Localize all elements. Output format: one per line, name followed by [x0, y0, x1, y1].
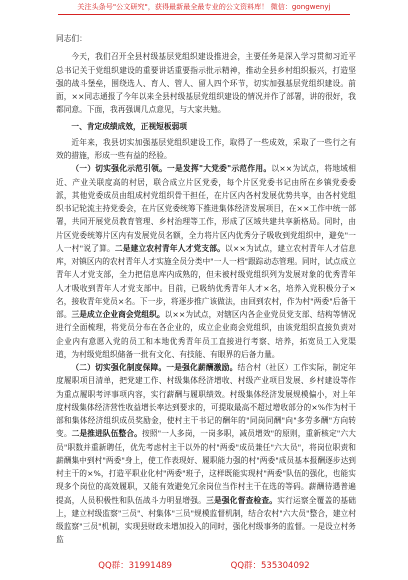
speech-body	[56, 32, 356, 547]
subheading-institutions: （二）切实强化制度保障。一是强化薪酬激励。	[71, 363, 238, 372]
paragraph-text: 以××为试点，建立农村青年人才信息库，对镇区内的农村青年人才实施全员分类中"一人一档"跟踪动态管理。同时，试点成立青年人才党支部，全力把信息库内成熟的，但未被村级党组织列为发展对象的优秀青年人才吸收到青年人才党支部中。目前，已吸纳优秀青年人才×名，培养入党积极分子×名，接收青年党员×名。下一步，将逐步推广该做法，由回到农村，作为村"两委"后备干部。	[56, 243, 357, 319]
paragraph-text: 结合村（社区）工作实际，制定年度履职项目清单，把党建工作、村级集体经济增收、村级产业项目发展、乡村建设等作为重点履职考评事项内容，实行薪酬与履职绩效。村级集体经济发展规模偏小，对上年度村级集体经济营性收益增长率达到要求的，可提取最高不超过增收部分的×%作为村干部和集体经济组织成员奖励金，使村主干书记的酬年的"同岗同酬"向"多劳多酬"方向转变。	[56, 363, 356, 439]
subheading-youth-branch: 二是建立农村青年人才党支部。	[114, 243, 226, 253]
subheading-supervision: 三是强化督查检查。	[206, 495, 278, 505]
qq-group-1: QQ群：31991489	[98, 561, 172, 571]
paragraph-text: 按照"一人多岗，一岗多职，减员增效"的原则，重新核定"六大员"职数并重新聘任，优先考虑村主干以外的村"两委"成员兼任"六大员"，将岗位职责和薪酬集中到村"两委"身上，使工作表现好、履职能力强的村"两委"成员基本报酬逐步达到村主干的×%，打造平职业化村"两委"班子，这样既能实现村"两委"队伍的强化，也能实现多个岗位的高效履职，又能有效避免冗余岗位当作村主干在选的等码。薪酬待遇普遍提高，人员积极性和队伍战斗力明显增强。	[56, 429, 356, 505]
subheading-business-chamber: 三是成立企业商会党组织。	[71, 310, 165, 319]
qq-group-2: QQ群：535304092	[230, 561, 310, 571]
subheading-team-integration: 二是推进队伍整合。	[71, 429, 142, 439]
subheading-demonstration: （一）切实强化示范引领。一是发挥"大党委"示范作用。	[71, 164, 272, 174]
section-heading-1: 一、肯定成绩成效，正视短板弱项	[71, 121, 188, 131]
paragraph-text: 实行运察全覆盖的基础上，建立村级监察"三员"、村集体"三员"规模监督机制，结合农村"六大员"整合，建立村级监察"三员"机制，实现县财政未增加投入的同时，强化村级事务的监督。一是设立村务监	[56, 495, 356, 545]
paragraph-text: 以××为试点，将地域相近、产业关联度高的村居，联合成立片区党委，每个片区党委书记由所在乡镇党委委派，其他党委成员由组成村党组织骨干担任，在片区内各村发展优势共享，由各村党组织书记轮流主持党委会，在片区党委统筹下推进集体经济发展项目，在××工作中统一部署，共同开展党员教育管理、乡村治理等工作，形成了区域共建共享新格局。同时，由片区党委统筹片区内有发展党员名额，全力将片区内优秀分子吸收到党组织中，避免"一人一村"说了算。	[56, 164, 356, 253]
paragraph-text: 以××为试点，对辖区内各企业党员党支部、结构等情况进行全面梳理，将党员分布在各企业的，成立企业商会党组织，由该党组织直接负责对企业内有意愿入党的员工和本地优秀青年员工直接进行考察、培养，拓宽员工入党渠道，为村级党组织储备一批有文化、有技能、有眼界的后备力量。	[56, 310, 357, 359]
banner-divider	[58, 14, 350, 15]
footer-contact	[0, 559, 408, 571]
paragraph-summary: 近年来，我县切实加强基层党组织建设工作，取得了一些成效，采取了一些行之有效的措施，形成一些有益的经验。	[56, 137, 356, 160]
paragraph-institutions	[56, 361, 356, 547]
intro-paragraph: 今天，我们召开全县村级基层党组织建设推进会，主要任务是深入学习贯彻习近平总书记关于党组织建设的重要讲话重要指示批示精神，推动全县乡村组织振兴，打造坚强的战斗堡垒，围绕选人、育人、管人、留人四个环节，切实加强基层党组织建设。前面，××同志通报了今年以来全县村级基层党组织建设的情况并作了部署，讲的很好，我都同意。下面，我再强调几点意见，与大家共勉。	[56, 52, 356, 115]
salutation: 同志们：	[56, 34, 87, 43]
paragraph-demonstration	[56, 162, 356, 361]
promo-banner: 关注头条号"公文研究"，获得最新最全最专业的公文资料库！ 微信：gongwenyj	[77, 2, 331, 11]
